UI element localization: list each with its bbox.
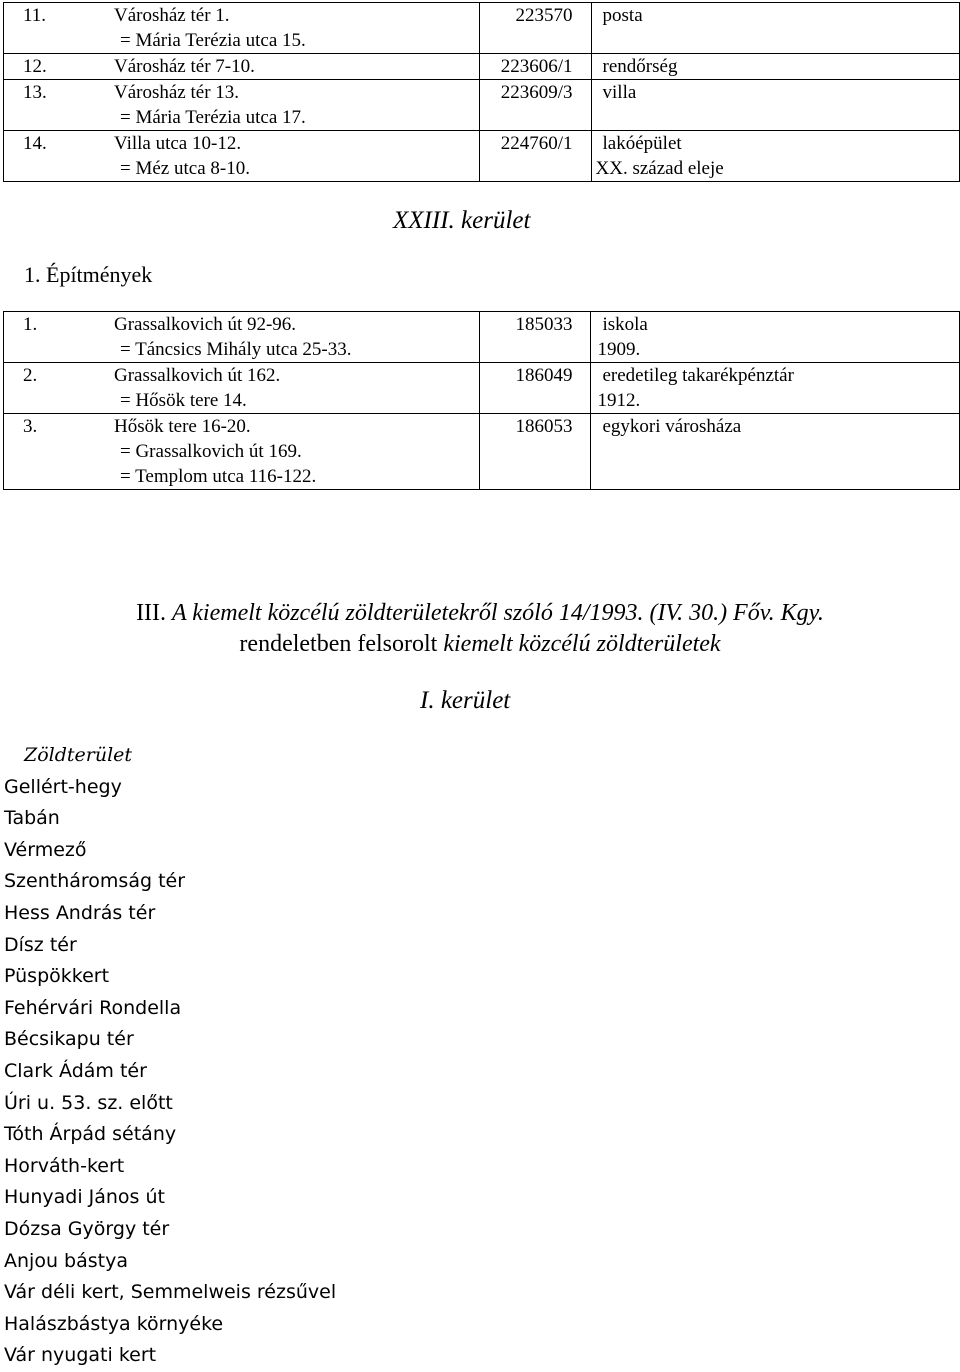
address-alias: = Méz utca 8-10. bbox=[120, 158, 250, 179]
list-item: Halászbástya környéke bbox=[4, 1312, 224, 1335]
list-item: Hunyadi János út bbox=[4, 1186, 165, 1209]
building-use: posta bbox=[602, 5, 643, 26]
table-row bbox=[4, 131, 960, 182]
use-cell bbox=[591, 3, 959, 54]
address-cell bbox=[4, 3, 480, 54]
parcel-code-cell bbox=[479, 80, 591, 131]
list-item: Bécsikapu tér bbox=[4, 1028, 134, 1051]
address-cell bbox=[4, 80, 480, 131]
list-item: Szentháromság tér bbox=[4, 870, 186, 893]
table-row bbox=[4, 312, 960, 363]
address-alias: = Grassalkovich út 169. bbox=[120, 441, 302, 462]
building-year: 1909. bbox=[597, 339, 641, 360]
address-cell bbox=[4, 363, 480, 414]
parcel-code-cell bbox=[479, 3, 591, 54]
list-item: Úri u. 53. sz. előtt bbox=[4, 1091, 173, 1114]
list-item: Dísz tér bbox=[4, 933, 77, 956]
use-cell bbox=[591, 80, 959, 131]
parcel-code: 224760/1 bbox=[500, 133, 573, 154]
list-header: Zöldterület bbox=[24, 744, 133, 766]
list-item: Vérmező bbox=[4, 838, 87, 861]
address-cell bbox=[4, 312, 480, 363]
list-item: Tóth Árpád sétány bbox=[4, 1123, 177, 1146]
address-line: Villa utca 10-12. bbox=[114, 133, 242, 154]
parcel-code-cell bbox=[479, 131, 591, 182]
address-alias: = Hősök tere 14. bbox=[120, 390, 247, 411]
list-item: Horváth-kert bbox=[4, 1154, 125, 1177]
row-number: 3. bbox=[23, 416, 38, 437]
row-number: 13. bbox=[23, 82, 47, 103]
building-register-table-1 bbox=[3, 2, 960, 182]
list-item: Gellért-hegy bbox=[4, 775, 122, 798]
parcel-code: 186053 bbox=[515, 416, 573, 437]
table-row bbox=[4, 80, 960, 131]
list-item: Dózsa György tér bbox=[4, 1217, 170, 1240]
building-use: eredetileg takarékpénztár bbox=[602, 365, 794, 386]
address-line: Hősök tere 16-20. bbox=[114, 416, 251, 437]
use-cell bbox=[591, 363, 960, 414]
list-item: Anjou bástya bbox=[4, 1249, 128, 1272]
address-cell bbox=[4, 414, 480, 490]
green-area-list bbox=[4, 740, 336, 1372]
section-subtitle-plain: rendeletben felsorolt bbox=[239, 631, 438, 657]
section-heading-line-2 bbox=[0, 631, 960, 658]
building-period: XX. század eleje bbox=[595, 158, 724, 179]
building-use: lakóépület bbox=[602, 133, 682, 154]
use-cell bbox=[591, 414, 960, 490]
parcel-code: 186049 bbox=[515, 365, 573, 386]
use-cell bbox=[591, 131, 959, 182]
table-row bbox=[4, 54, 960, 80]
row-number: 11. bbox=[23, 5, 47, 26]
parcel-code: 223609/3 bbox=[500, 82, 573, 103]
section-title: A kiemelt közcélú zöldterületekről szóló 14/1993. (IV. 30.) Főv. Kgy. bbox=[172, 600, 824, 626]
list-item: Tabán bbox=[4, 807, 60, 830]
parcel-code-cell bbox=[479, 414, 591, 490]
district-heading: I. kerület bbox=[420, 687, 511, 714]
parcel-code: 185033 bbox=[515, 314, 573, 335]
table-row bbox=[4, 414, 960, 490]
parcel-code: 223606/1 bbox=[500, 56, 573, 77]
address-alias: = Táncsics Mihály utca 25-33. bbox=[120, 339, 352, 360]
address-line: Városház tér 7-10. bbox=[114, 56, 255, 77]
address-alias: = Mária Terézia utca 15. bbox=[120, 30, 306, 51]
parcel-code: 223570 bbox=[515, 5, 573, 26]
building-register-table-2 bbox=[3, 311, 960, 490]
use-cell bbox=[591, 312, 960, 363]
address-cell bbox=[4, 54, 480, 80]
address-alias: = Templom utca 116-122. bbox=[120, 466, 317, 487]
section-label: 1. Építmények bbox=[24, 262, 153, 287]
parcel-code-cell bbox=[479, 312, 591, 363]
district-heading: XXIII. kerület bbox=[393, 207, 531, 234]
list-item: Clark Ádám tér bbox=[4, 1059, 147, 1082]
list-item: Vár déli kert, Semmelweis rézsűvel bbox=[4, 1281, 337, 1304]
row-number: 2. bbox=[23, 365, 38, 386]
list-item: Vár nyugati kert bbox=[4, 1344, 157, 1367]
building-use: egykori városháza bbox=[602, 416, 742, 437]
building-year: 1912. bbox=[597, 390, 641, 411]
list-item: Hess András tér bbox=[4, 901, 156, 924]
address-cell bbox=[4, 131, 480, 182]
building-use: rendőrség bbox=[602, 56, 678, 77]
section-roman-numeral: III. bbox=[136, 600, 167, 626]
address-line: Grassalkovich út 92-96. bbox=[114, 314, 297, 335]
parcel-code-cell bbox=[479, 54, 591, 80]
section-heading-line-1 bbox=[0, 600, 960, 627]
use-cell bbox=[591, 54, 959, 80]
row-number: 12. bbox=[23, 56, 47, 77]
list-item: Fehérvári Rondella bbox=[4, 996, 182, 1019]
building-use: villa bbox=[602, 82, 637, 103]
address-line: Városház tér 1. bbox=[114, 5, 230, 26]
parcel-code-cell bbox=[479, 363, 591, 414]
address-line: Grassalkovich út 162. bbox=[114, 365, 281, 386]
address-line: Városház tér 13. bbox=[114, 82, 240, 103]
building-use: iskola bbox=[602, 314, 648, 335]
list-item: Püspökkert bbox=[4, 965, 110, 988]
section-subtitle-italic: kiemelt közcélú zöldterületek bbox=[443, 631, 721, 657]
table-row bbox=[4, 363, 960, 414]
table-row bbox=[4, 3, 960, 54]
row-number: 14. bbox=[23, 133, 47, 154]
row-number: 1. bbox=[23, 314, 38, 335]
address-alias: = Mária Terézia utca 17. bbox=[120, 107, 306, 128]
